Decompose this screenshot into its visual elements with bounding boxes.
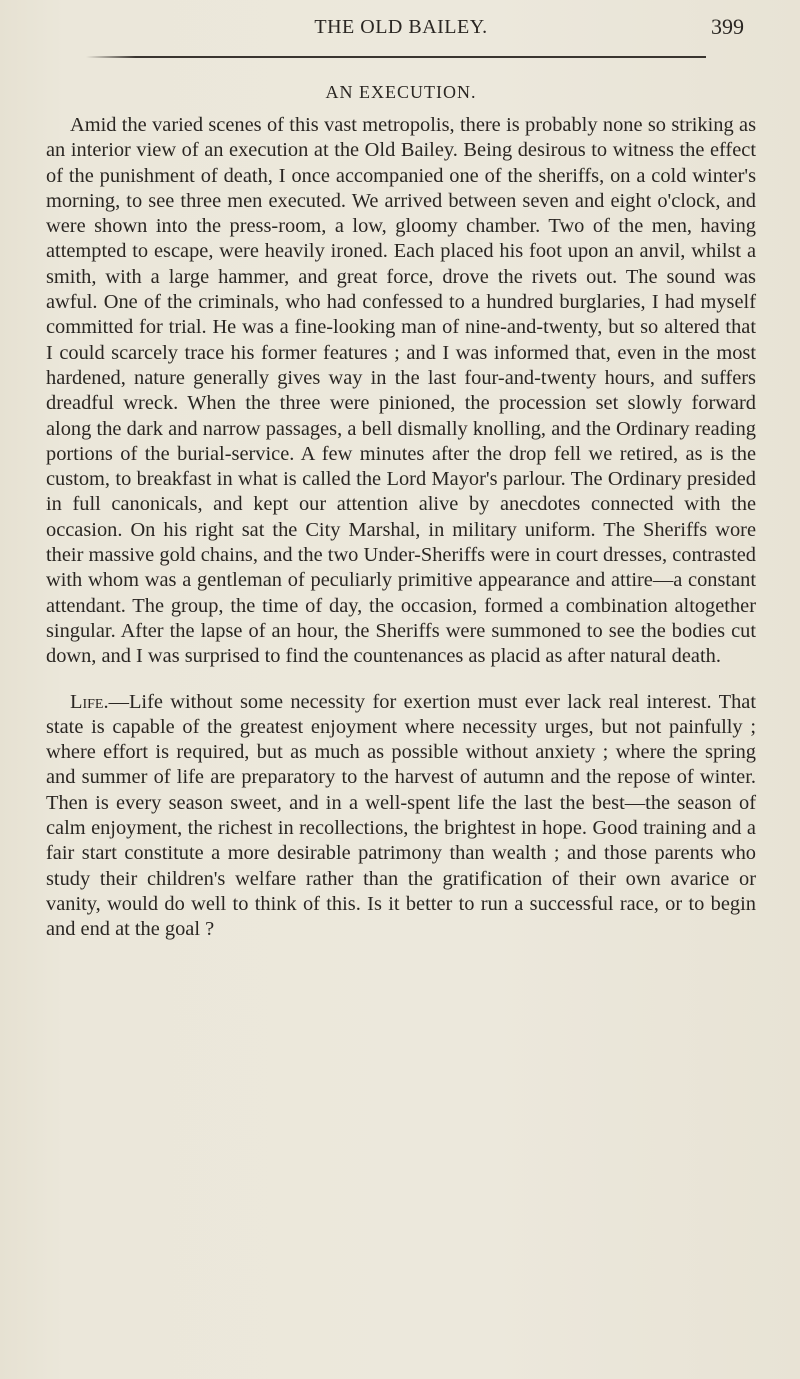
header-rule [86, 56, 706, 58]
paragraph-life-heading: Life. [70, 690, 109, 713]
running-head [46, 0, 756, 60]
section-title: AN EXECUTION. [325, 82, 477, 102]
paragraph-life-body: —Life without some necessity for exertion must ever lack real interest. That state is capable of the greatest enjoyment where necessity urges, but not painfully ; where effort is required, but as much as possible without anxiety ; where the spring and summer of life are preparatory to the harvest of autumn and the repose of winter. Then is every season sweet, and in a well-spent life the last the best—the season of calm enjoyment, the richest in recollections, the brightest in hope. Good training and a fair start constitute a more desirable patrimony than wealth ; and those parents who study their children's welfare rather than the gratification of their own avarice or vanity, would do well to think of this. Is it better to run a successful race, or to begin and end at the goal ? [46, 690, 756, 941]
paragraph-execution: Amid the varied scenes of this vast metropolis, there is probably none so striking as an interior view of an execution at the Old Bailey. Being desirous to witness the effect of the punishment of death, I once accompanied one of the sheriffs, on a cold winter's morning, to see three men executed. We arrived between seven and eight o'clock, and were shown into the press-room, a low, gloomy chamber. Two of the men, having attempted to escape, were heavily ironed. Each placed his foot upon an anvil, whilst a smith, with a large hammer, and great force, drove the rivets out. The sound was awful. One of the criminals, who had confessed to a hundred burglaries, I had myself committed for trial. He was a fine-looking man of nine-and-twenty, but so altered that I could scarcely trace his former features ; and I was informed that, even in the most hardened, nature generally gives way in the last four-and-twenty hours, and suffers dreadful wreck. When the three were pinioned, the procession set slowly forward along the dark and narrow passages, a bell dismally knolling, and the Ordinary reading portions of the burial-service. A few minutes after the drop fell we retired, as is the custom, to breakfast in what is called the Lord Mayor's parlour. The Ordinary presided in full canonicals, and kept our attention alive by anecdotes connected with the occasion. On his right sat the City Marshal, in military uniform. The Sheriffs wore their massive gold chains, and the two Under-Sheriffs were in court dresses, contrasted with whom was a gentleman of peculiarly primitive appearance and attire—a constant attendant. The group, the time of day, the occasion, formed a combination altogether singular. After the lapse of an hour, the Sheriffs were summoned to see the bodies cut down, and I was surprised to find the countenances as placid as after natural death. [46, 114, 756, 668]
running-title: THE OLD BAILEY. [314, 16, 488, 38]
page-number: 399 [711, 14, 744, 39]
paragraph-life [46, 690, 756, 943]
